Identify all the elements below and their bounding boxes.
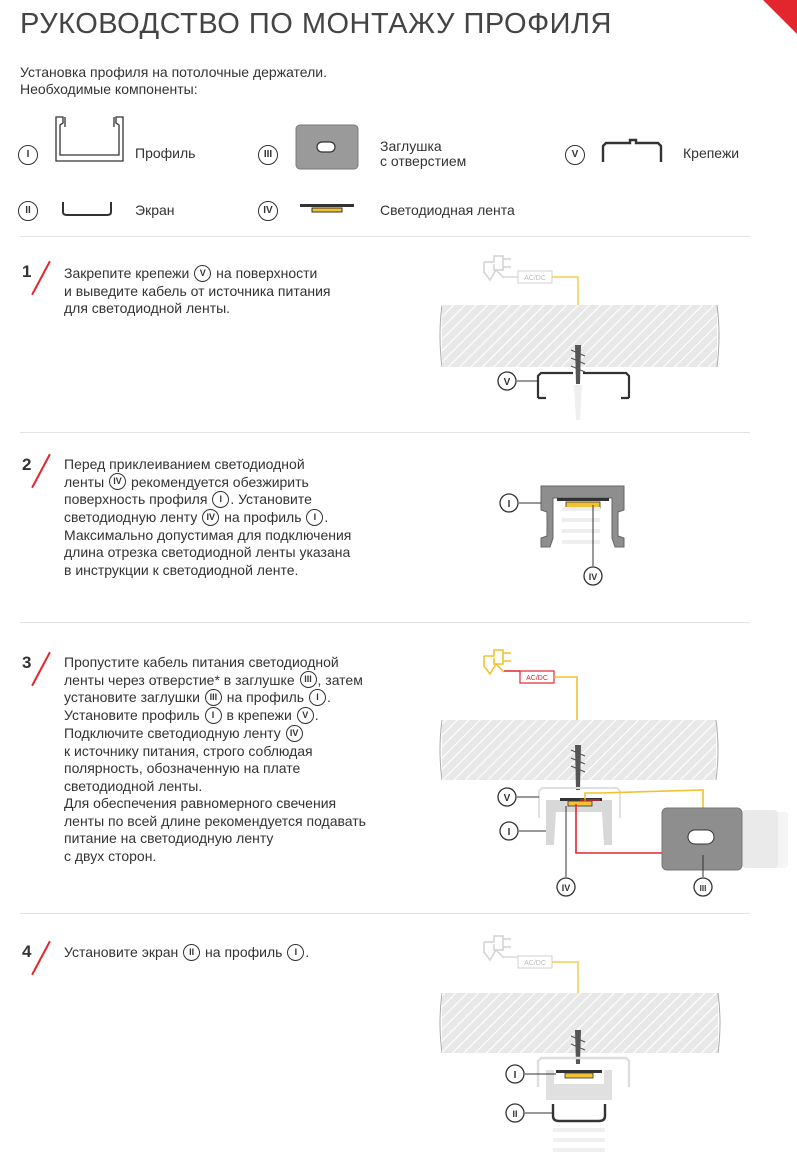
step-text-segment: установите заглушки xyxy=(64,689,204,706)
step-text-segment: ленты по всей длине рекомендуется подавать xyxy=(64,812,366,829)
intro-line-2: Необходимые компоненты: xyxy=(20,81,198,97)
step-text-segment: светодиодную ленту xyxy=(64,509,202,526)
step-text-segment: на профиль xyxy=(222,689,308,706)
psu-label: AC/DC xyxy=(526,675,548,682)
component-reference-badge: IV xyxy=(202,509,219,526)
page-title: РУКОВОДСТВО ПО МОНТАЖУ ПРОФИЛЯ xyxy=(20,8,612,40)
step-text-segment: Для обеспечения равномерного свечения xyxy=(64,795,337,812)
bracket xyxy=(538,373,629,398)
step-text-segment: на профиль xyxy=(220,509,306,526)
component-reference-badge: IV xyxy=(109,473,126,490)
component-reference-badge: IV xyxy=(286,725,303,742)
step-text-segment: поверхность профиля xyxy=(64,491,212,508)
step-text-segment: Подключите светодиодную ленту xyxy=(64,724,285,741)
intro-line-1: Установка профиля на потолочные держатели. xyxy=(20,64,328,80)
component-label-profile: Профиль xyxy=(135,145,196,161)
psu-label: AC/DC xyxy=(524,960,546,967)
step-text-segment: к источнику питания, строго соблюдая xyxy=(64,742,313,759)
badge-end-cap: III xyxy=(258,145,278,165)
step4-diagram xyxy=(440,936,720,1150)
component-label-end-cap: Заглушка с отверстием xyxy=(380,138,467,169)
badge-led-strip: IV xyxy=(258,201,278,221)
badge-III-label: III xyxy=(699,884,707,893)
badge-bracket: V xyxy=(565,145,585,165)
badge-diffuser: II xyxy=(18,201,38,221)
step-number: 4 xyxy=(22,942,32,961)
end-cap xyxy=(662,808,788,870)
step-text-segment: Закрепите крепежи xyxy=(64,265,194,281)
step-text-segment: светодиодной ленты. xyxy=(64,777,203,794)
step2-diagram xyxy=(500,486,624,585)
step-text-segment: с двух сторон. xyxy=(64,847,157,864)
component-reference-badge: V xyxy=(194,265,211,282)
badge-I-label: I xyxy=(513,1070,517,1081)
step-number: 2 xyxy=(22,455,32,474)
badge-I-label: I xyxy=(507,827,511,838)
component-reference-badge: I xyxy=(306,509,323,526)
step-text-segment: в крепежи xyxy=(222,707,296,724)
step-text-segment: Установите профиль xyxy=(64,707,204,724)
step-text-segment: . xyxy=(327,689,331,706)
step-text-segment: ленты через отверстие* в заглушке xyxy=(64,671,299,688)
step-text-segment: и выведите кабель от источника питания xyxy=(64,282,331,299)
component-label-bracket: Крепежи xyxy=(683,145,740,161)
component-label-led-strip: Светодиодная лента xyxy=(380,202,515,218)
step-text-segment: в инструкции к светодиодной ленте. xyxy=(64,561,299,578)
step-text-segment: длина отрезка светодиодной ленты указана xyxy=(64,544,351,561)
component-label-diffuser: Экран xyxy=(135,202,175,218)
diffuser xyxy=(553,1104,605,1121)
component-reference-badge: III xyxy=(205,689,222,706)
step-text-segment: Перед приклеиванием светодиодной xyxy=(64,456,305,472)
badge-profile: I xyxy=(18,145,38,165)
component-reference-badge: III xyxy=(300,671,317,688)
step-text-segment: питание на светодиодную ленту xyxy=(64,830,274,847)
profile-section xyxy=(541,486,624,547)
component-reference-badge: I xyxy=(212,491,229,508)
step-text-segment: . xyxy=(324,509,329,526)
badge-II-label: II xyxy=(512,1109,518,1119)
step-text-segment: , затем xyxy=(317,671,363,688)
component-reference-badge: I xyxy=(287,944,304,961)
step3-diagram xyxy=(440,650,788,896)
badge-V-label: V xyxy=(503,377,511,388)
step-text-segment: рекомендуется обезжирить xyxy=(127,473,309,490)
component-reference-badge: I xyxy=(205,707,222,724)
badge-I-label: I xyxy=(507,499,511,510)
step-text-segment: полярность, обозначенную на плате xyxy=(64,760,301,777)
component-reference-badge: V xyxy=(297,707,314,724)
step-text-segment: . xyxy=(305,944,310,960)
step-text-segment: на поверхности xyxy=(212,265,318,281)
step-text-segment: . xyxy=(314,707,319,724)
component-reference-badge: II xyxy=(183,944,200,961)
step-text-segment: на профиль xyxy=(201,944,287,960)
step-text-segment: ленты xyxy=(64,473,109,490)
badge-IV-label: IV xyxy=(588,572,598,582)
step-number: 1 xyxy=(22,262,32,281)
step-text-segment: . Установите xyxy=(230,491,312,508)
component-reference-badge: I xyxy=(309,689,326,706)
badge-V-label: V xyxy=(503,793,511,804)
step-number: 3 xyxy=(22,653,32,672)
step-text-segment: для светодиодной ленты. xyxy=(64,300,231,317)
psu-label: AC/DC xyxy=(524,275,546,282)
step-text-segment: Пропустите кабель питания светодиодной xyxy=(64,654,339,670)
badge-IV-label: IV xyxy=(561,883,571,893)
step-text-segment: Установите экран xyxy=(64,944,183,960)
step1-diagram xyxy=(440,256,719,420)
step-text-segment: Максимально допустимая для подключения xyxy=(64,526,352,543)
